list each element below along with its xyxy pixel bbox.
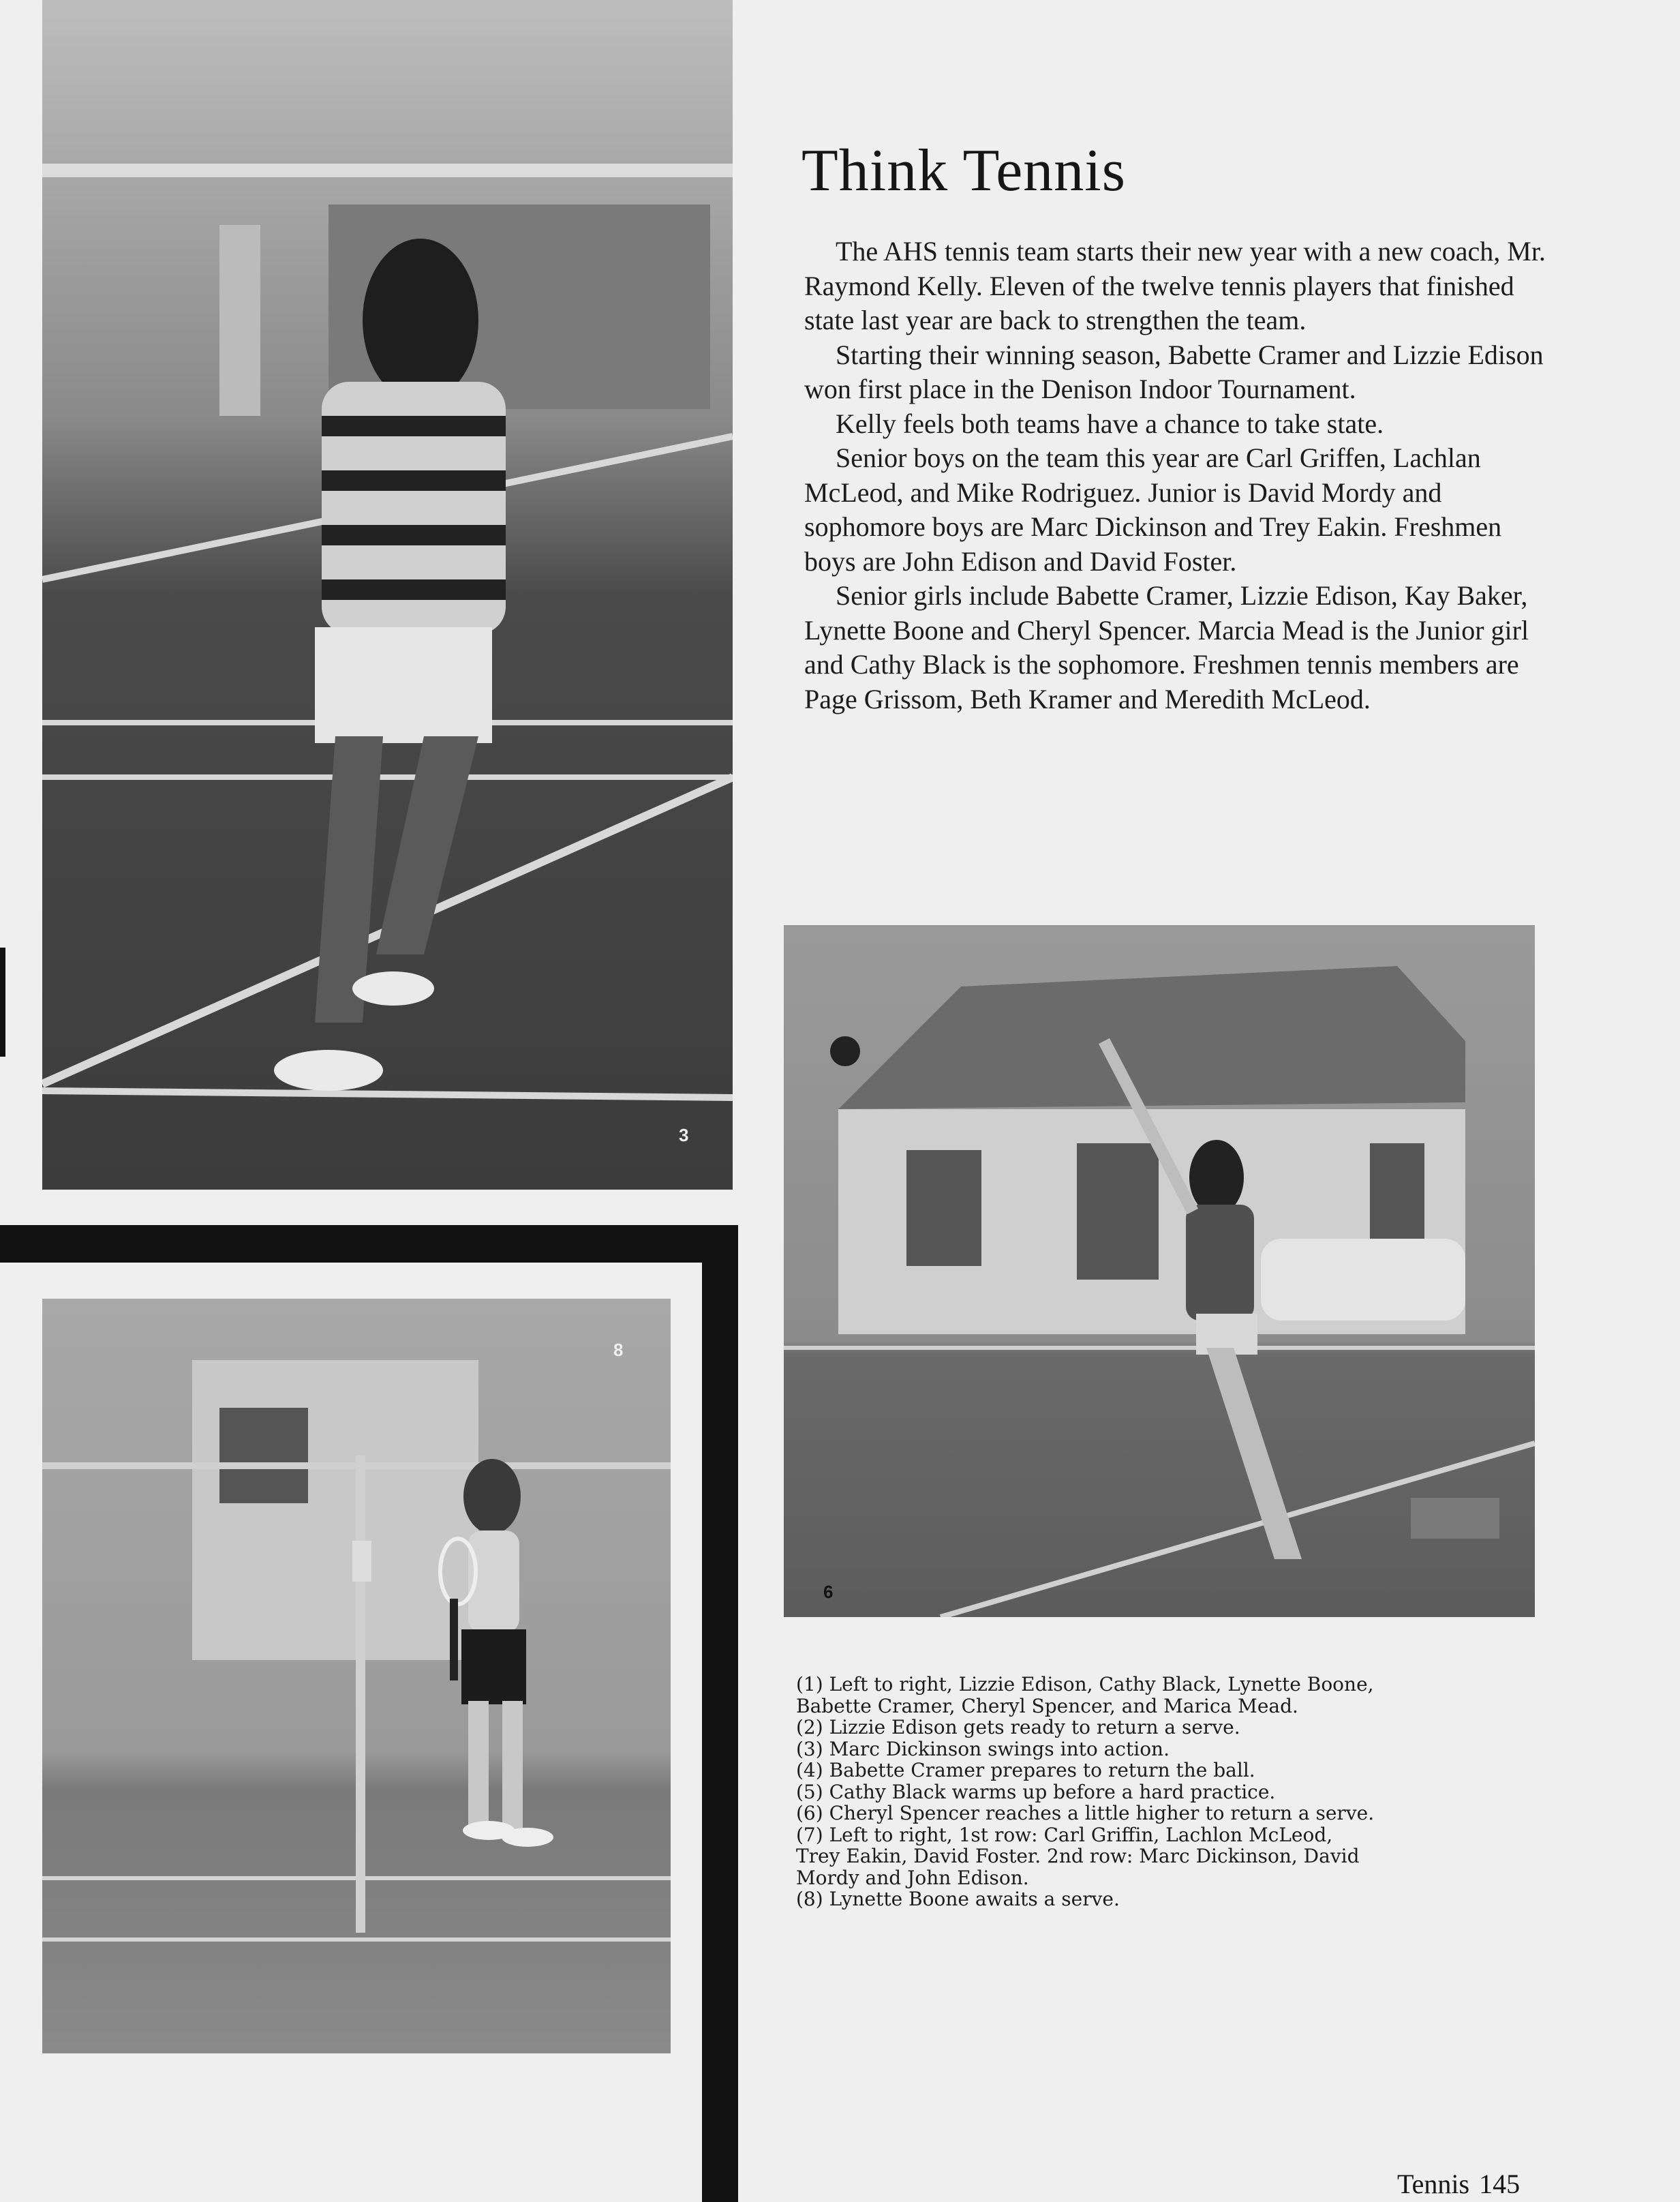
footer-page-number: 145 (1479, 2169, 1521, 2199)
paragraph: Starting their winning season, Babette Cramer and Lizzie Edison won first place in the Denison Indoor Tournament. (804, 339, 1544, 404)
paragraph: The AHS tennis team starts their new year with a new coach, Mr. Raymond Kelly. Eleven of the twelve tennis players that finished state last year are back to strengthen the team. (804, 236, 1546, 335)
caption-item: (1) Left to right, Lizzie Edison, Cathy Black, Lynette Boone, Babette Cramer, Cheryl Spencer, and Marica Mead. (796, 1673, 1374, 1717)
caption-item: (3) Marc Dickinson swings into action. (796, 1737, 1170, 1760)
photo-marc-dickinson-swing (42, 0, 733, 1190)
page-footer (1397, 2168, 1520, 2200)
caption-item: (8) Lynette Boone awaits a serve. (796, 1888, 1120, 1910)
page-title: Think Tennis (801, 138, 1126, 204)
frame-bar-horizontal (0, 1225, 738, 1263)
paragraph: Senior boys on the team this year are Carl Griffen, Lachlan McLeod, and Mike Rodriguez. Junior is David Mordy and sophomore boys are Marc Dickinson and Trey Eakin. Freshmen boys are John Edison and David Foster. (804, 442, 1502, 577)
paragraph: Kelly feels both teams have a chance to take state. (836, 408, 1384, 439)
photo-cheryl-spencer-serve (784, 925, 1535, 1617)
caption-item: (4) Babette Cramer prepares to return the ball. (796, 1759, 1255, 1781)
photo-lynette-boone-await (42, 1299, 671, 2053)
paragraph: Senior girls include Babette Cramer, Lizzie Edison, Kay Baker, Lynette Boone and Cheryl Spencer. Marcia Mead is the Junior girl and Cathy Black is the sophomore. Freshmen tennis members are Page Grissom, Beth Kramer and Meredith McLeod. (804, 580, 1529, 714)
photo-number-8: 8 (613, 1340, 624, 1360)
caption-item: (5) Cathy Black warms up before a hard practice. (796, 1780, 1276, 1803)
article-body (804, 235, 1559, 717)
photo-captions (796, 1674, 1382, 1910)
footer-section: Tennis (1397, 2169, 1470, 2199)
frame-bar-vertical (702, 1225, 738, 2202)
caption-item: (7) Left to right, 1st row: Carl Griffin, Lachlon McLeod, Trey Eakin, David Foster. 2nd row: Marc Dickinson, David Mordy and John Edison. (796, 1823, 1360, 1889)
caption-item: (6) Cheryl Spencer reaches a little higher to return a serve. (796, 1802, 1375, 1824)
photo-number-3: 3 (679, 1125, 689, 1145)
edge-strip (0, 948, 5, 1057)
photo-number-6: 6 (823, 1582, 834, 1602)
caption-item: (2) Lizzie Edison gets ready to return a serve. (796, 1716, 1240, 1738)
